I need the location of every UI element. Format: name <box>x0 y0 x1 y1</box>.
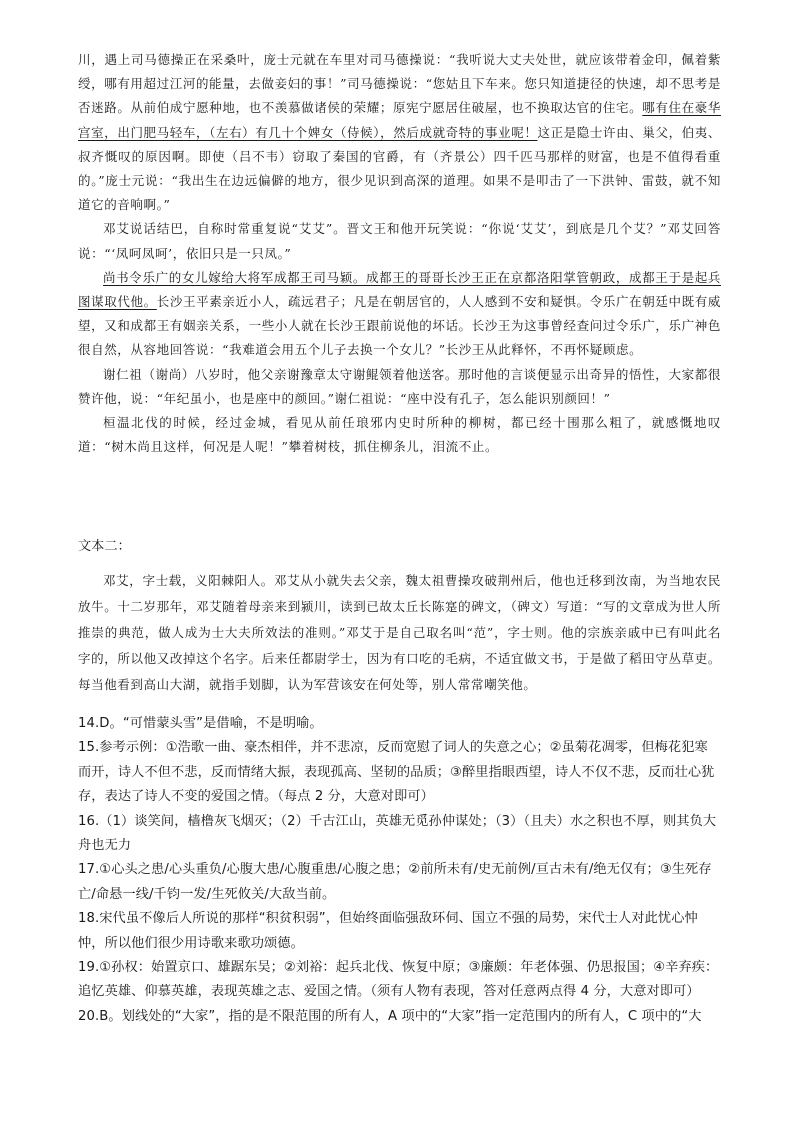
paragraph: 谢仁祖（谢尚）八岁时，他父亲谢豫章太守谢鲲领着他送客。那时他的言谈便显示出奇异的悟性，大家都很赞许他，说：“年纪虽小，也是座中的颜回。”谢仁祖说：“座中没有孔子，怎么能识别颜回！” <box>78 366 721 406</box>
answer-item: 20.B。划线处的“大家”，指的是不限范围的所有人，A 项中的“大家”指一定范围内的所有人，C 项中的“大 <box>78 1008 702 1024</box>
answer-item: 19.①孙权：始置京口、雄踞东吴；②刘裕：起兵北伐、恢复中原；③廉颇：年老体强、仍思报国；④辛弃疾：追忆英雄、仰慕英雄，表现英雄之志、爱国之情。（须有人物有表现，答对任意两点得 4 分，大意对即可） <box>78 960 719 1000</box>
section-heading: 文本二： <box>78 539 131 554</box>
underlined-sentence: 哪有住在豪华宫室，出门肥马轻车，（左右）有几十个婢女（侍候），然后成就奇特的事业呢！ <box>78 100 721 140</box>
answer-key <box>78 712 721 1029</box>
paragraph: 桓温北伐的时候，经过金城，看见从前任琅邪内史时所种的柳树，都已经十围那么粗了，就感慨地叹道：“树木尚且这样，何况是人呢！”攀着树枝，抓住柳条儿，泪流不止。 <box>78 415 721 455</box>
paragraph: 邓艾说话结巴，自称时常重复说“艾艾”。晋文王和他开玩笑说：“你说‘艾艾’，到底是几个艾？”邓艾回答说：“‘凤呵凤呵’，依旧只是一只凤。” <box>78 221 721 261</box>
text1-translation <box>78 48 721 459</box>
text2-translation <box>78 568 721 698</box>
answer-item: 18.宋代虽不像后人所说的那样“积贫积弱”，但始终面临强敌环伺、国立不强的局势，宋代士人对此忧心忡忡，所以他们很少用诗歌来歌功颂德。 <box>78 911 698 951</box>
paragraph: 邓艾，字士载，义阳棘阳人。邓艾从小就失去父亲，魏太祖曹操攻破荆州后，他也迁移到汝南，为当地农民放牛。十二岁那年，邓艾随着母亲来到颍川，读到已故太丘长陈寔的碑文，（碑文）写道：“写的文章成为世人所推崇的典范，做人成为士大夫所效法的准则。”邓艾于是自己取名叫“范”，字士则。他的宗族亲戚中已有叫此名字的，所以他又改掉这个名字。后来任都尉学士，因为有口吃的毛病，不适宜做文书，于是做了稻田守丛草吏。每当他看到高山大湖，就指手划脚，认为军营该安在何处等，别人常常嘲笑他。 <box>78 573 721 692</box>
answer-item: 16.（1）谈笑间，樯橹灰飞烟灭；（2）千古江山，英雄无觅孙仲谋处；（3）（且夫）水之积也不厚，则其负大舟也无力 <box>78 813 717 854</box>
underlined-sentence: 尚书令乐广的女儿嫁给大将军成都王司马颖。成都王的哥哥长沙王正在京都洛阳掌管朝政，成都王于是起兵图谋取代他。 <box>78 269 721 310</box>
answer-item: 17.①心头之患/心头重负/心腹大患/心腹重患/心腹之患；②前所未有/史无前例/亘古未有/绝无仅有；③生死存亡/命悬一线/千钧一发/生死攸关/大敌当前。 <box>78 862 712 902</box>
paragraph: 川，遇上司马德操正在采桑叶，庞士元就在车里对司马德操说：“我听说大丈夫处世，就应该带着金印，佩着紫绶，哪有用超过江河的能量，去做妾妇的事！”司马德操说：“您姑且下车来。您只知道捷径的快速，却不思考是否迷路。从前伯成宁愿种地，也不羡慕做诸侯的荣耀；原宪宁愿居住破屋，也不换取达官的住宅。哪有住在豪华宫室，出门肥马轻车，（左右）有几十个婢女（侍候），然后成就奇特的事业呢！这正是隐士许由、巢父，伯夷、叔齐慨叹的原因啊。即使（吕不韦）窃取了秦国的官爵，有（齐景公）四千匹马那样的财富，也是不值得看重的。”庞士元说：“我出生在边远偏僻的地方，很少见识到高深的道理。如果不是叩击了一下洪钟、雷鼓，就不知道它的音响啊。” <box>78 52 721 213</box>
paragraph: 尚书令乐广的女儿嫁给大将军成都王司马颖。成都王的哥哥长沙王正在京都洛阳掌管朝政，成都王于是起兵图谋取代他。长沙王平素亲近小人，疏远君子；凡是在朝居官的，人人感到不安和疑惧。令乐广在朝廷中既有威望，又和成都王有姻亲关系，一些小人就在长沙王跟前说他的坏话。长沙王为这事曾经查问过令乐广，乐广神色很自然，从容地回答说：“我难道会用五个儿子去换一个女儿？”长沙王从此释怀，不再怀疑顾虑。 <box>78 269 721 358</box>
answer-item: 14.D。“可惜蒙头雪”是借喻，不是明喻。 <box>78 716 323 731</box>
answer-item: 15.参考示例：①浩歌一曲、豪杰相伴，并不悲凉，反而宽慰了词人的失意之心；②虽菊花凋零，但梅花犯寒而开，诗人不但不悲，反而情绪大振，表现孤高、坚韧的品质；③醉里指眼西望，诗人不仅不悲，反而壮心犹存，表达了诗人不变的爱国之情。（每点 2 分，大意对即可） <box>78 740 715 805</box>
